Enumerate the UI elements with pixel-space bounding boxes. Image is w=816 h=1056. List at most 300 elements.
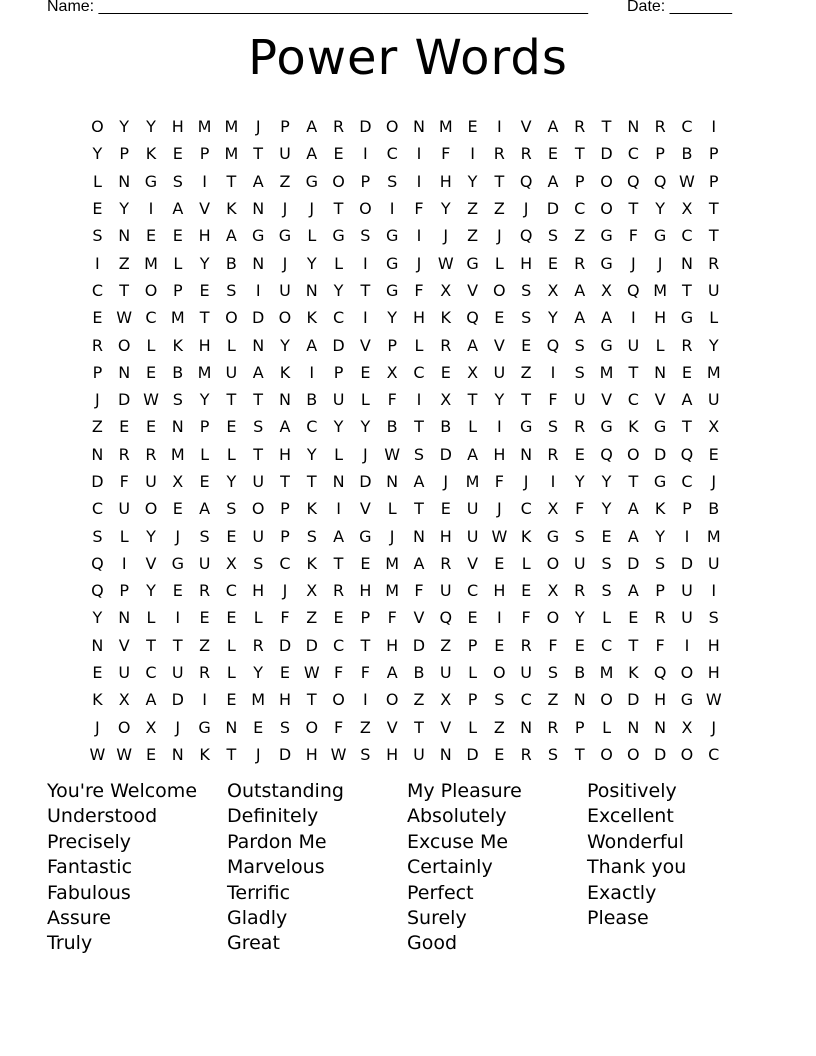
grid-letter[interactable]: Z [574,226,586,246]
grid-letter[interactable]: J [711,717,717,737]
grid-letter[interactable]: D [412,635,426,655]
grid-letter[interactable]: G [680,308,694,328]
grid-letter[interactable]: C [520,499,532,519]
grid-letter[interactable]: Y [119,117,130,137]
grid-letter[interactable]: N [305,280,318,300]
grid-letter[interactable]: I [202,690,207,710]
grid-letter[interactable]: H [171,117,184,137]
grid-letter[interactable]: J [282,581,288,601]
grid-letter[interactable]: V [359,499,371,519]
grid-letter[interactable]: O [680,744,694,764]
grid-letter[interactable]: T [574,144,585,164]
grid-letter[interactable]: R [199,581,211,601]
grid-letter[interactable]: S [92,526,103,546]
grid-letter[interactable]: U [707,390,720,410]
grid-letter[interactable]: V [467,553,479,573]
grid-letter[interactable]: N [332,472,345,491]
grid-letter[interactable]: E [601,526,612,546]
grid-letter[interactable]: D [252,308,265,328]
grid-letter[interactable]: R [520,635,532,655]
grid-letter[interactable]: F [414,280,424,300]
grid-letter[interactable]: T [467,390,478,410]
grid-letter[interactable]: Z [306,608,318,628]
grid-letter[interactable]: S [360,226,371,246]
grid-letter[interactable]: S [92,226,103,246]
grid-letter[interactable]: P [360,608,371,628]
grid-letter[interactable]: Q [91,581,104,601]
grid-letter[interactable]: G [680,690,694,710]
grid-letter[interactable]: I [550,362,556,382]
grid-letter[interactable]: V [520,117,532,137]
grid-letter[interactable]: X [467,362,479,382]
grid-letter[interactable]: Q [519,226,533,246]
grid-letter[interactable]: T [682,417,692,437]
grid-letter[interactable]: G [653,226,667,246]
grid-letter[interactable]: N [412,526,425,546]
grid-letter[interactable]: O [359,199,372,219]
grid-letter[interactable]: I [550,472,556,491]
grid-letter[interactable]: S [547,417,559,437]
grid-letter[interactable]: N [654,362,667,382]
grid-letter[interactable]: S [574,362,585,382]
grid-letter[interactable]: S [574,526,585,546]
grid-letter[interactable]: L [468,717,478,737]
grid-letter[interactable]: O [278,308,292,328]
grid-letter[interactable]: I [416,144,422,164]
grid-letter[interactable]: Z [493,199,505,219]
grid-letter[interactable]: D [546,199,560,219]
grid-letter[interactable]: L [387,499,397,519]
grid-letter[interactable]: C [708,744,720,764]
grid-letter[interactable]: I [711,117,717,137]
grid-letter[interactable]: C [279,553,291,573]
grid-letter[interactable]: R [333,117,345,137]
grid-letter[interactable]: J [496,226,502,246]
grid-letter[interactable]: K [199,744,210,764]
grid-letter[interactable]: E [467,608,478,628]
grid-letter[interactable]: B [681,144,693,164]
grid-letter[interactable]: S [253,417,264,437]
grid-letter[interactable]: K [306,308,318,328]
grid-letter[interactable]: T [414,499,424,519]
grid-letter[interactable]: Z [467,199,479,219]
grid-letter[interactable]: T [253,444,264,464]
grid-letter[interactable]: L [494,253,504,273]
grid-letter[interactable]: N [386,472,399,491]
grid-letter[interactable]: T [708,226,719,246]
grid-letter[interactable]: T [226,390,237,410]
grid-letter[interactable]: M [224,117,239,137]
grid-letter[interactable]: Y [708,335,719,355]
grid-letter[interactable]: R [547,717,559,737]
grid-letter[interactable]: Y [306,253,317,273]
grid-letter[interactable]: E [199,472,210,491]
grid-letter[interactable]: P [280,499,290,519]
grid-letter[interactable]: E [92,199,103,219]
grid-letter[interactable]: Y [387,308,398,328]
grid-letter[interactable]: U [627,335,640,355]
grid-letter[interactable]: O [627,744,640,764]
grid-letter[interactable]: C [466,581,479,601]
grid-letter[interactable]: E [92,308,103,328]
grid-letter[interactable]: M [653,280,668,300]
grid-letter[interactable]: D [600,144,613,164]
grid-letter[interactable]: P [387,335,397,355]
grid-letter[interactable]: Y [199,253,210,273]
grid-letter[interactable]: D [278,744,292,764]
grid-letter[interactable]: C [91,499,103,519]
grid-letter[interactable]: A [627,499,639,519]
grid-letter[interactable]: U [439,663,452,683]
grid-letter[interactable]: C [574,199,586,219]
grid-letter[interactable]: G [519,417,533,437]
grid-letter[interactable]: A [306,144,318,164]
grid-letter[interactable]: M [197,117,212,137]
grid-letter[interactable]: A [252,362,264,382]
grid-letter[interactable]: S [387,171,398,191]
grid-letter[interactable]: C [681,226,693,246]
grid-letter[interactable]: V [199,199,211,219]
grid-letter[interactable]: E [494,744,505,764]
grid-letter[interactable]: T [226,744,237,764]
grid-letter[interactable]: K [145,144,157,164]
grid-letter[interactable]: D [653,744,667,764]
grid-letter[interactable]: L [334,253,344,273]
grid-letter[interactable]: J [282,253,288,273]
grid-letter[interactable]: M [251,690,266,710]
grid-letter[interactable]: I [202,171,207,191]
grid-letter[interactable]: E [360,362,371,382]
grid-letter[interactable]: O [144,280,158,300]
grid-letter[interactable]: Z [493,717,505,737]
grid-letter[interactable]: O [385,690,399,710]
grid-letter[interactable]: T [628,199,639,219]
grid-letter[interactable]: N [573,690,586,710]
grid-letter[interactable]: I [255,280,261,300]
grid-letter[interactable]: U [707,553,720,573]
grid-letter[interactable]: Y [199,390,210,410]
grid-letter[interactable]: T [199,308,210,328]
grid-letter[interactable]: J [443,226,449,246]
grid-letter[interactable]: N [171,744,184,764]
grid-letter[interactable]: T [414,717,424,737]
grid-letter[interactable]: T [494,171,505,191]
grid-letter[interactable]: A [199,499,211,519]
grid-letter[interactable]: W [116,744,133,764]
grid-letter[interactable]: J [523,472,529,491]
grid-letter[interactable]: G [385,280,399,300]
grid-letter[interactable]: X [306,581,318,601]
grid-letter[interactable]: S [601,553,612,573]
grid-letter[interactable]: T [119,280,130,300]
grid-letter[interactable]: G [600,253,613,273]
grid-letter[interactable]: Y [333,280,344,300]
grid-letter[interactable]: R [547,444,559,464]
grid-letter[interactable]: H [493,581,506,601]
grid-letter[interactable]: T [414,417,424,437]
grid-letter[interactable]: E [628,608,639,628]
grid-letter[interactable]: F [333,717,344,737]
grid-letter[interactable]: M [599,362,614,382]
grid-letter[interactable]: J [523,199,529,219]
grid-letter[interactable]: O [117,717,131,737]
grid-letter[interactable]: J [416,253,422,273]
grid-letter[interactable]: Q [519,171,533,191]
grid-letter[interactable]: E [547,253,558,273]
grid-letter[interactable]: D [332,335,345,355]
grid-letter[interactable]: N [278,390,291,410]
grid-letter[interactable]: I [711,581,717,601]
grid-letter[interactable]: L [226,663,236,683]
grid-letter[interactable]: I [416,226,422,246]
grid-letter[interactable]: M [170,444,185,464]
grid-letter[interactable]: R [681,335,693,355]
grid-letter[interactable]: E [172,499,183,519]
grid-letter[interactable]: E [145,226,157,246]
grid-letter[interactable]: S [708,608,719,628]
grid-letter[interactable]: L [709,308,719,328]
grid-letter[interactable]: O [305,717,319,737]
grid-letter[interactable]: M [385,553,400,573]
grid-letter[interactable]: E [226,526,237,546]
grid-letter[interactable]: G [251,226,265,246]
grid-letter[interactable]: Z [359,717,371,737]
grid-letter[interactable]: A [627,581,639,601]
grid-letter[interactable]: U [573,390,586,410]
grid-letter[interactable]: L [468,417,478,437]
grid-letter[interactable]: P [360,171,371,191]
grid-letter[interactable]: S [172,390,183,410]
grid-letter[interactable]: Q [546,335,560,355]
grid-letter[interactable]: N [91,444,104,464]
grid-letter[interactable]: T [628,635,639,655]
grid-letter[interactable]: N [412,117,425,137]
grid-letter[interactable]: C [520,690,532,710]
grid-letter[interactable]: L [468,663,478,683]
grid-letter[interactable]: F [280,608,290,628]
grid-letter[interactable]: R [708,253,720,273]
grid-letter[interactable]: F [441,144,451,164]
grid-letter[interactable]: Y [253,663,264,683]
grid-letter[interactable]: E [199,608,210,628]
grid-letter[interactable]: U [225,362,238,382]
grid-letter[interactable]: X [172,472,184,491]
grid-letter[interactable]: S [306,526,317,546]
grid-letter[interactable]: R [91,335,103,355]
grid-letter[interactable]: P [467,690,478,710]
grid-letter[interactable]: U [332,390,345,410]
grid-letter[interactable]: M [170,308,185,328]
grid-letter[interactable]: N [252,199,265,219]
grid-letter[interactable]: R [440,335,452,355]
grid-letter[interactable]: H [198,335,211,355]
grid-letter[interactable]: J [363,444,368,464]
grid-letter[interactable]: X [681,717,693,737]
grid-letter[interactable]: C [145,308,157,328]
grid-letter[interactable]: C [681,117,693,137]
grid-letter[interactable]: X [225,553,237,573]
grid-letter[interactable]: X [440,690,452,710]
grid-letter[interactable]: S [521,308,532,328]
grid-letter[interactable]: M [599,663,614,683]
grid-letter[interactable]: H [305,744,318,764]
grid-letter[interactable]: L [146,608,156,628]
grid-letter[interactable]: N [627,117,640,137]
grid-letter[interactable]: R [574,117,586,137]
grid-letter[interactable]: J [443,472,449,491]
grid-letter[interactable]: V [386,717,398,737]
grid-letter[interactable]: U [118,499,131,519]
grid-letter[interactable]: F [494,472,504,491]
grid-letter[interactable]: D [359,117,372,137]
grid-letter[interactable]: A [145,690,157,710]
grid-letter[interactable]: E [360,553,371,573]
grid-letter[interactable]: E [172,226,183,246]
grid-letter[interactable]: X [145,717,157,737]
grid-letter[interactable]: O [546,553,560,573]
grid-letter[interactable]: T [146,635,156,655]
grid-letter[interactable]: D [439,444,452,464]
grid-letter[interactable]: U [145,472,157,491]
grid-letter[interactable]: C [681,472,693,491]
grid-letter[interactable]: F [119,472,129,491]
grid-letter[interactable]: R [574,253,586,273]
grid-letter[interactable]: G [332,226,345,246]
grid-letter[interactable]: J [255,117,261,137]
grid-letter[interactable]: A [601,308,613,328]
grid-letter[interactable]: H [654,308,667,328]
grid-letter[interactable]: F [655,635,665,655]
grid-letter[interactable]: D [627,553,640,573]
grid-letter[interactable]: T [172,635,183,655]
grid-letter[interactable]: O [680,663,694,683]
grid-letter[interactable]: W [437,253,454,273]
grid-letter[interactable]: S [494,690,505,710]
grid-letter[interactable]: P [199,417,210,437]
grid-letter[interactable]: C [91,280,103,300]
grid-letter[interactable]: P [708,171,719,191]
grid-letter[interactable]: A [413,472,425,491]
grid-letter[interactable]: P [467,635,478,655]
grid-letter[interactable]: I [363,253,368,273]
grid-letter[interactable]: G [653,417,667,437]
grid-letter[interactable]: V [493,335,505,355]
grid-letter[interactable]: U [439,581,452,601]
grid-letter[interactable]: S [547,744,559,764]
grid-letter[interactable]: O [493,280,506,300]
grid-letter[interactable]: T [253,390,264,410]
grid-letter[interactable]: V [118,635,130,655]
grid-letter[interactable]: N [520,717,533,737]
grid-letter[interactable]: T [682,280,692,300]
grid-letter[interactable]: Y [119,199,130,219]
grid-letter[interactable]: T [226,171,237,191]
grid-letter[interactable]: O [600,690,613,710]
grid-letter[interactable]: I [389,199,395,219]
grid-letter[interactable]: E [681,362,692,382]
grid-letter[interactable]: H [198,226,211,246]
grid-letter[interactable]: B [306,390,318,410]
grid-letter[interactable]: G [278,226,292,246]
grid-letter[interactable]: M [224,144,239,164]
grid-letter[interactable]: O [332,171,345,191]
grid-letter[interactable]: G [385,226,399,246]
grid-letter[interactable]: L [602,608,611,628]
grid-letter[interactable]: O [117,335,131,355]
grid-letter[interactable]: U [681,581,693,601]
grid-letter[interactable]: C [386,144,398,164]
grid-letter[interactable]: F [521,608,531,628]
grid-letter[interactable]: T [574,744,585,764]
grid-letter[interactable]: E [253,717,264,737]
grid-letter[interactable]: O [225,308,238,328]
name-field-line[interactable]: Name: _______________________________________________________ [47,0,588,15]
grid-letter[interactable]: A [467,335,479,355]
grid-letter[interactable]: N [680,253,693,273]
grid-letter[interactable]: O [627,444,640,464]
grid-letter[interactable]: E [708,444,719,464]
grid-letter[interactable]: A [467,444,479,464]
grid-letter[interactable]: U [573,553,586,573]
grid-letter[interactable]: L [602,717,611,737]
grid-letter[interactable]: V [654,390,666,410]
grid-letter[interactable]: H [252,581,265,601]
grid-letter[interactable]: G [653,472,667,491]
grid-letter[interactable]: A [413,553,425,573]
grid-letter[interactable]: F [414,199,424,219]
grid-letter[interactable]: C [600,635,613,655]
grid-letter[interactable]: M [438,117,453,137]
grid-letter[interactable]: G [305,171,318,191]
grid-letter[interactable]: T [360,280,371,300]
grid-letter[interactable]: Y [655,526,666,546]
grid-letter[interactable]: O [91,117,104,137]
grid-letter[interactable]: X [547,280,559,300]
grid-letter[interactable]: Y [92,144,103,164]
grid-letter[interactable]: I [309,362,315,382]
grid-letter[interactable]: H [520,253,533,273]
grid-letter[interactable]: R [145,444,157,464]
grid-letter[interactable]: N [439,744,452,764]
grid-letter[interactable]: F [360,663,370,683]
grid-letter[interactable]: T [628,472,639,491]
grid-letter[interactable]: Z [279,171,291,191]
grid-letter[interactable]: C [332,635,345,655]
grid-letter[interactable]: W [705,690,722,710]
grid-letter[interactable]: I [416,171,422,191]
grid-letter[interactable]: A [252,171,264,191]
grid-letter[interactable]: O [600,744,613,764]
grid-letter[interactable]: A [574,308,586,328]
grid-letter[interactable]: Y [280,335,290,355]
grid-letter[interactable]: K [520,526,532,546]
grid-letter[interactable]: I [148,199,154,219]
grid-letter[interactable]: N [520,444,533,464]
grid-letter[interactable]: Y [146,526,156,546]
grid-letter[interactable]: I [496,608,502,628]
grid-letter[interactable]: D [91,472,104,491]
grid-letter[interactable]: Q [680,444,694,464]
grid-letter[interactable]: J [309,199,315,219]
grid-letter[interactable]: K [628,417,639,437]
grid-letter[interactable]: Y [494,390,505,410]
grid-letter[interactable]: L [173,253,183,273]
grid-letter[interactable]: E [145,362,157,382]
grid-letter[interactable]: S [226,280,237,300]
grid-letter[interactable]: P [655,144,665,164]
grid-letter[interactable]: J [711,472,717,491]
grid-letter[interactable]: R [440,553,452,573]
